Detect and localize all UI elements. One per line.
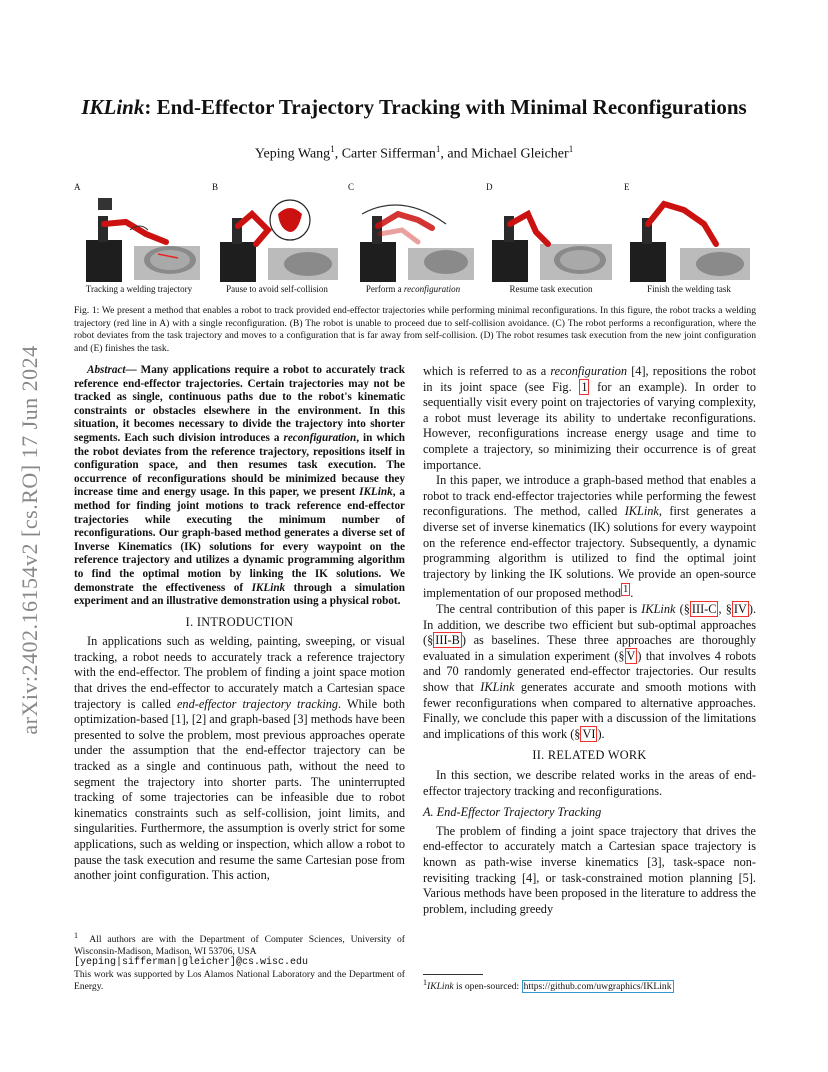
section-heading: II. RELATED WORK — [532, 748, 647, 763]
panel-label: C — [348, 182, 355, 192]
author-list: Yeping Wang$^1$, Carter Sifferman$^1$, and Michael Gleicher$^1$ — [254, 144, 574, 162]
abstract-text: through a simulation experiment and an illustrative demonstration using a physical robot. — [74, 581, 405, 608]
footnote-em: IKLink — [427, 981, 454, 993]
panel-caption: Pause to avoid self-collision — [226, 284, 328, 294]
panel-label: D — [486, 182, 493, 192]
footnote-support: This work was supported by Los Alamos National Laboratory and the Department of Energy. — [74, 968, 405, 992]
abstract-text: , a method for finding joint motions to track reference end-effector trajectories while executing the minimum number of reconfigurations. Our graph-based method generates a diverse set of Inverse Kinematics (IK) solutions for every waypoint on the reference trajectory and utilizes a dynamic programming algorithm to find the optimal motion by linking the IK solutions. We demonstrate the effectiveness of — [74, 486, 405, 594]
panel-caption: Finish the welding task — [647, 284, 731, 294]
paragraph-text: , first generates a diverse set of inverse kinematics (IK) solutions for every waypoint on the reference end-effector trajectory. Subsequently, a dynamic programming algorithm is utilized to find the optimal joint trajectory by linking the IK solutions. We provide an open-source implementation of our proposed method — [423, 504, 756, 601]
paragraph-text: . While both optimization-based [1], [2] and graph-based [3] methods have been presented to solve the problem, most previous approaches operate under the assumption that the end-effector trajectory can be tracked as a single and continuous path, without the need to segment the trajectory into shorter parts. The uninterrupted tracking of some trajectories can be infeasible due to robot kinematics constraints such as self-collision, joint limits, and singularities. Furthermore, the assumption is overly strict for some applications, such as welding or inspection, which allow a robot to pause the task execution and resume the same Cartesian pose from another joint configuration. This action, — [74, 696, 405, 883]
section-ref-link[interactable]: IV — [733, 602, 747, 616]
figure-panel-c — [348, 180, 478, 298]
footnote-text: is open-sourced: — [453, 981, 522, 993]
arxiv-stamp — [10, 290, 50, 790]
figure-panel-a — [74, 180, 204, 298]
author-affil: 1 — [568, 144, 574, 154]
paragraph: The problem of finding a joint space trajectory that drives the end-effector to accurately match a Cartesian space trajectory is known as path-wise inverse kinematics [3], task-space non-revisiting tracking [4], or task-constrained motion planning [5]. Various methods have been proposed in the literature to address the problem, including greedy — [423, 823, 756, 916]
paragraph-text: ) that involves 4 robots and 70 randomly generated end-effector trajectories. Our results show that — [423, 648, 756, 694]
footnote-mark: 1 — [423, 978, 427, 987]
paragraph-text: [4], repositions the robot in its joint space (see Fig. — [423, 364, 757, 394]
paragraph-text: (§ — [675, 602, 690, 616]
paragraph-text: In applications such as welding, painting, sweeping, or visual tracking, a robot needs to accurately track a reference trajectory with the end-effector. The problem of finding a joint space motion that drives the end-effector to accurately match a Cartesian space trajectory is called — [74, 634, 405, 711]
abstract-em: IKLink — [359, 486, 393, 499]
arxiv-id: arXiv:2402.16154v2 [cs.RO] 17 Jun 2024 — [17, 345, 42, 735]
paragraph — [423, 473, 756, 602]
footnote-rule — [423, 974, 483, 975]
robot-image — [74, 194, 204, 282]
robot-image — [212, 194, 342, 282]
paragraph-em: IKLink — [624, 504, 659, 519]
panel-caption: Resume task execution — [509, 284, 593, 294]
abstract-text: — Many applications require a robot to accurately track reference end-effector trajectories. Certain trajectories may not be tracked as single, continuous paths due to the robot's kinematic constraints or obstacles elsewhere in the environment. In this situation, it becomes necessary to divide the trajectory into shorter segments. Each such division introduces a — [74, 364, 405, 444]
author-affil: 1 — [330, 144, 335, 154]
robot-image — [486, 194, 616, 282]
panel-label: A — [74, 182, 81, 192]
abstract-text: , in which the robot deviates from the reference trajectory, repositions itself in configuration space, and then resumes task execution. The occurrence of reconfigurations should be minimized because they increase time and energy usage. In this paper, we present — [74, 431, 405, 499]
paragraph-text: In this paper, we introduce a graph-based method that enables a robot to track end-effector trajectories while performing the fewest reconfigurations. The method, called — [423, 473, 756, 519]
figure-caption: Fig. 1: We present a method that enables a robot to track provided end-effector trajectories while performing minimal reconfigurations. In this figure, the robot tracks a welding trajectory (red line in A) with a single reconfiguration. (B) The robot is unable to proceed due to self-collision avoidance. (C) The robot performs a reconfiguration, where the robot deviates from the task trajectory and moves to a configuration that is far away from self-collision. (D) The robot resumes task execution from the new joint configuration and (E) finishes the task. — [74, 305, 756, 354]
paragraph-text: , § — [718, 602, 732, 616]
author-affil: 1 — [435, 144, 441, 154]
robot-image — [624, 194, 754, 282]
paragraph-em: IKLink — [641, 602, 676, 616]
figure-ref-link[interactable]: 1 — [581, 379, 588, 394]
abstract-em: reconfiguration — [283, 431, 357, 444]
section-heading: I. INTRODUCTION — [185, 614, 294, 629]
paragraph-text: ). — [597, 726, 605, 741]
paragraph-text: which is referred to as a — [423, 364, 551, 378]
footnote-mark: 1 — [74, 931, 78, 940]
subsection-heading: A. End-Effector Trajectory Tracking — [423, 805, 602, 820]
paragraph — [74, 634, 405, 884]
paper-title — [40, 95, 788, 120]
footnote-code — [423, 977, 756, 993]
footnote-email: [yeping|sifferman|gleicher]@cs.wisc.edu — [74, 957, 309, 969]
panel-caption: Tracking a welding trajectory — [85, 284, 193, 294]
panel-label: E — [624, 182, 630, 192]
figure-1 — [74, 180, 754, 298]
paragraph-text: ). In addition, we describe two efficient but sub-optimal approaches (§ — [423, 602, 757, 648]
paragraph-em: reconfiguration — [550, 364, 628, 378]
section-ref-link[interactable]: III-C — [691, 602, 717, 616]
figure-panel-d — [486, 180, 616, 298]
left-column — [74, 364, 405, 884]
paragraph-text: The central contribution of this paper is — [436, 602, 642, 616]
github-link[interactable]: https://github.com/uwgraphics/IKLink — [523, 981, 672, 993]
footnote-ref-link[interactable]: 1 — [623, 584, 629, 596]
abstract-em: IKLink — [251, 581, 286, 594]
section-ref-link[interactable]: VI — [582, 726, 596, 741]
paragraph-text: generates accurate and smooth motions with fewer reconfigurations when compared to alternative approaches. Finally, we conclude this paper with a discussion of the limitations and implications of this work (§ — [423, 679, 756, 741]
author-name: Carter Sifferman — [341, 146, 436, 162]
figure-panel-e — [624, 180, 754, 298]
paragraph-text: for an example). In order to sequentially visit every point on trajectories of varying complexity, a robot must leverage its ability to undertake reconfigurations. However, reconfigurations increase energy usage and time to complete a trajectory, so minimizing their occurrence is of great importance. — [423, 379, 756, 472]
paragraph — [423, 364, 756, 473]
abstract-label: Abstract — [87, 364, 126, 376]
paragraph-em: end-effector trajectory tracking — [176, 696, 339, 711]
paragraph-text: . — [630, 586, 634, 601]
right-column — [423, 364, 756, 917]
title-rest: : End-Effector Trajectory Tracking with Minimal Reconfigurations — [144, 95, 747, 119]
panel-label: B — [212, 182, 219, 192]
paragraph-em: IKLink — [480, 679, 515, 694]
title-method-name: IKLink — [81, 95, 145, 119]
panel-caption — [348, 284, 478, 294]
author-name: Michael Gleicher — [471, 146, 569, 162]
panel-caption-text: Perform a — [365, 284, 404, 294]
paragraph-text: ) as baselines. These three approaches are thoroughly evaluated in a simulation experiment (§ — [423, 633, 756, 663]
robot-image — [348, 194, 478, 282]
footnote-affiliation — [74, 930, 405, 992]
figure-panel-b — [212, 180, 342, 298]
footnote-text: All authors are with the Department of Computer Sciences, University of Wisconsin-Madison, Madison, WI 53706, USA — [74, 934, 405, 957]
section-ref-link[interactable]: V — [626, 648, 636, 663]
section-ref-link[interactable]: III-B — [435, 633, 460, 648]
abstract — [74, 364, 405, 609]
author-name: Yeping Wang — [254, 146, 331, 162]
paragraph — [423, 602, 756, 742]
panel-caption-em: reconfiguration — [403, 284, 461, 294]
paragraph: In this section, we describe related works in the areas of end-effector trajectory tracking and reconfigurations. — [423, 767, 756, 798]
